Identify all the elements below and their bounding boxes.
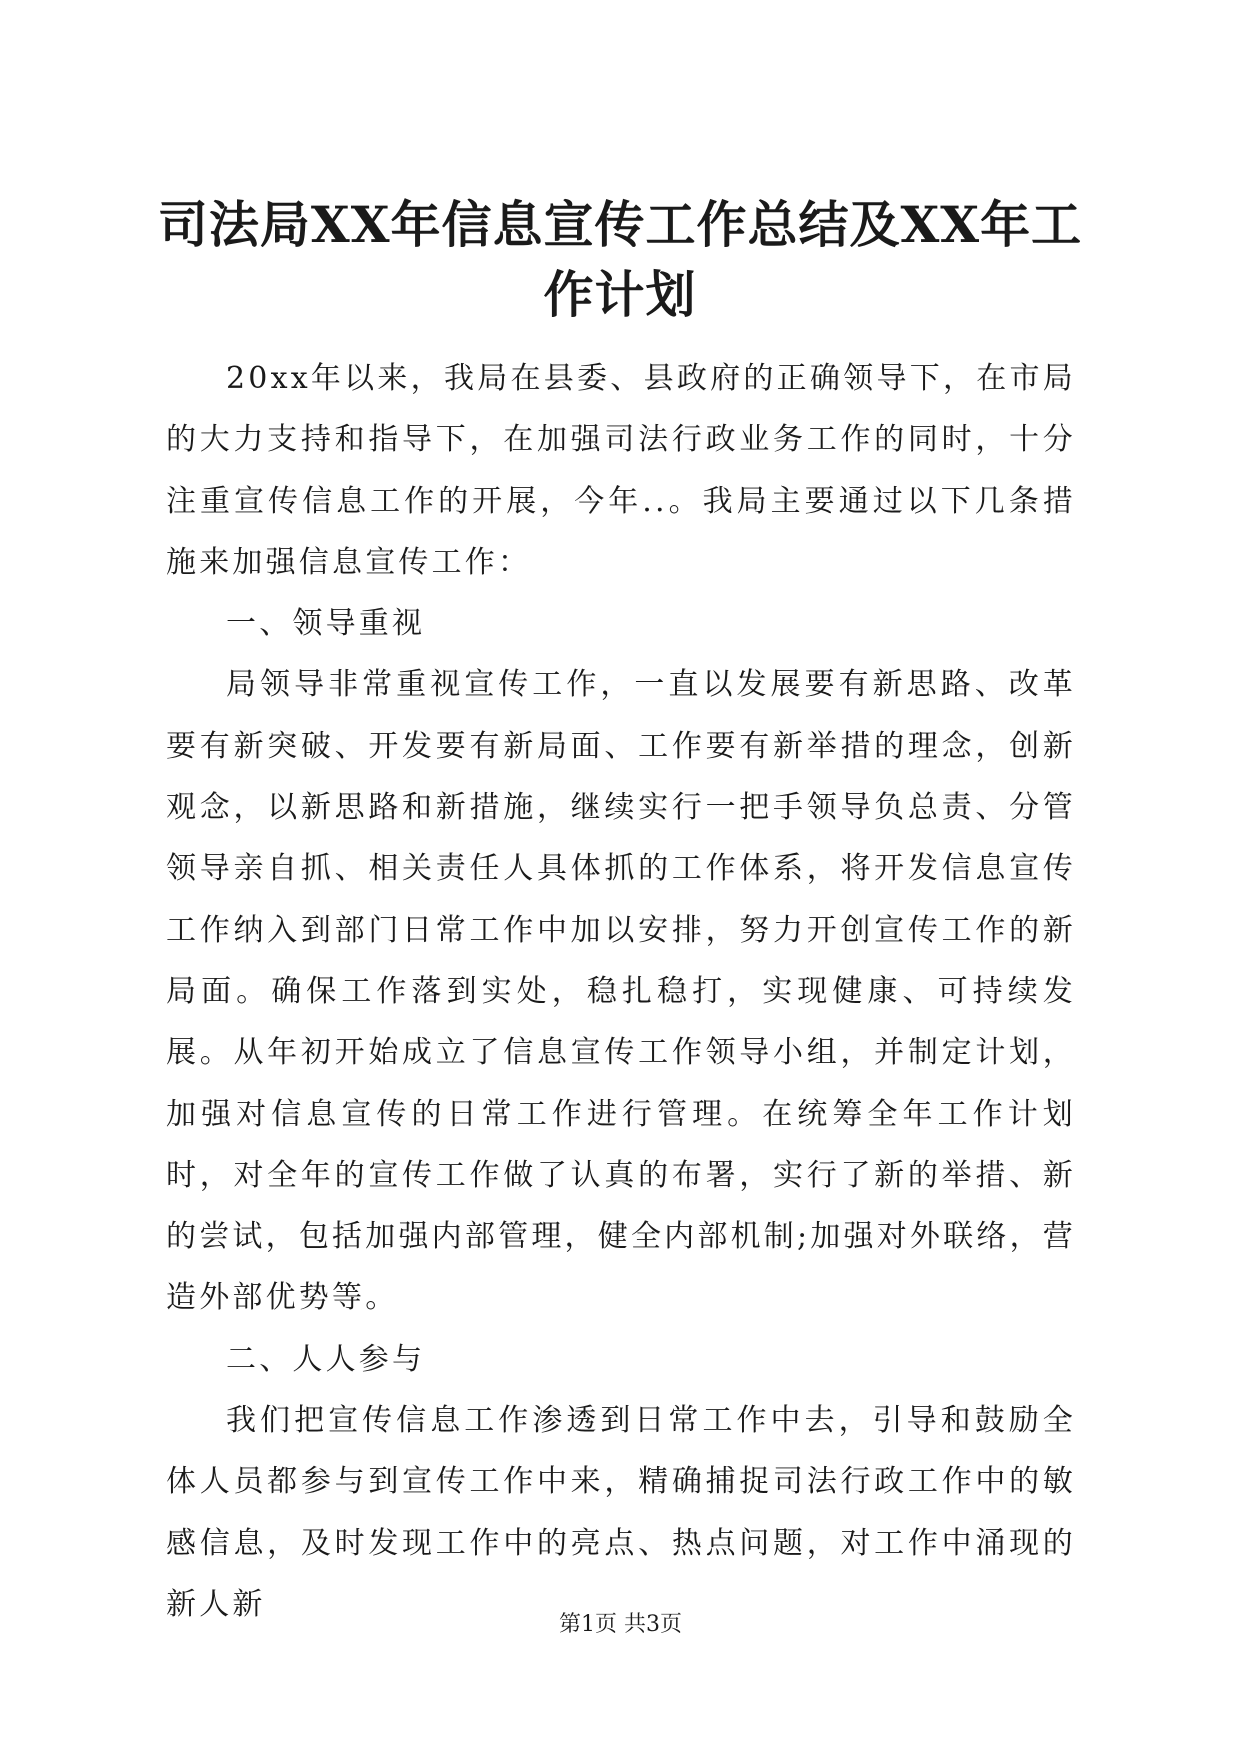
- section-heading-1: 一、领导重视: [226, 606, 426, 642]
- paragraph-participation: 我们把宣传信息工作渗透到日常工作中去，引导和鼓励全体人员都参与到宣传工作中来，精确捕捉司法行政工作中的敏感信息，及时发现工作中的亮点、热点问题，对工作中涌现的新人新: [166, 1403, 1076, 1622]
- document-title: 司法局XX年信息宣传工作总结及XX年工作计划: [157, 195, 1083, 324]
- paragraph-leadership: 局领导非常重视宣传工作，一直以发展要有新思路、改革要有新突破、开发要有新局面、工作要有新举措的理念，创新观念，以新思路和新措施，继续实行一把手领导负总责、分管领导亲自抓、相关责任人具体抓的工作体系，将开发信息宣传工作纳入到部门日常工作中加以安排，努力开创宣传工作的新局面。确保工作落到实处，稳扎稳打，实现健康、可持续发展。从年初开始成立了信息宣传工作领导小组，并制定计划，加强对信息宣传的日常工作进行管理。在统筹全年工作计划时，对全年的宣传工作做了认真的布署，实行了新的举措、新的尝试，包括加强内部管理，健全内部机制;加强对外联络，营造外部优势等。: [166, 667, 1076, 1316]
- page-number-footer: 第1页 共3页: [559, 1612, 682, 1637]
- section-heading-2: 二、人人参与: [226, 1341, 426, 1377]
- paragraph-intro: 20xx年以来，我局在县委、县政府的正确领导下，在市局的大力支持和指导下，在加强司法行政业务工作的同时，十分注重宣传信息工作的开展，今年..。我局主要通过以下几条措施来加强信息宣传工作：: [166, 361, 1076, 580]
- document-body: [166, 348, 1076, 1635]
